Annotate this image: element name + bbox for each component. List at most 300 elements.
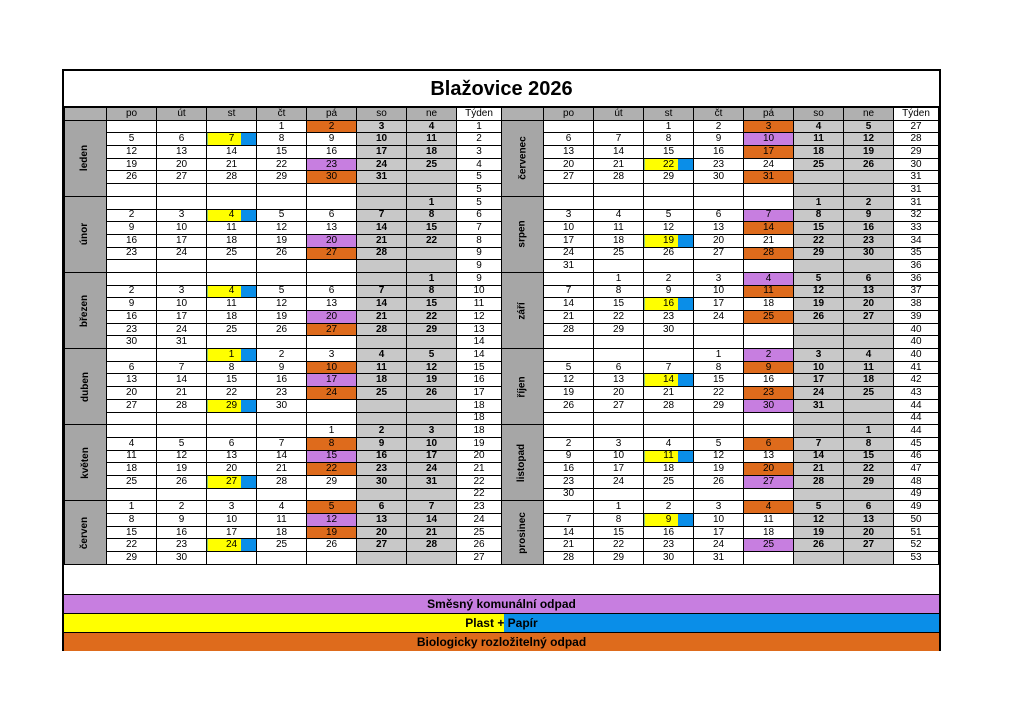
day-cell: 1 xyxy=(644,120,694,133)
day-cell xyxy=(594,425,644,438)
day-cell: 14 xyxy=(407,514,457,527)
week-number: 18 xyxy=(457,399,502,412)
day-cell: 31 xyxy=(744,171,794,184)
day-cell: 23 xyxy=(844,234,894,247)
day-cell: 25 xyxy=(407,158,457,171)
month-label-duben xyxy=(65,349,107,425)
day-cell: 28 xyxy=(794,475,844,488)
day-cell: 29 xyxy=(844,475,894,488)
day-cell: 18 xyxy=(794,146,844,159)
day-cell xyxy=(207,272,257,285)
day-cell: 12 xyxy=(794,285,844,298)
month-name: prosinec xyxy=(516,511,528,554)
day-cell: 14 xyxy=(207,146,257,159)
day-cell: 7 xyxy=(644,361,694,374)
day-cell: 19 xyxy=(794,526,844,539)
day-cell xyxy=(744,552,794,565)
day-cell: 11 xyxy=(357,361,407,374)
day-cell: 29 xyxy=(107,552,157,565)
day-cell: 11 xyxy=(794,133,844,146)
day-cell xyxy=(257,552,307,565)
week-number: 16 xyxy=(457,374,502,387)
day-cell: 17 xyxy=(157,234,207,247)
day-cell: 8 xyxy=(407,209,457,222)
week-row xyxy=(502,374,939,387)
day-cell: 17 xyxy=(594,463,644,476)
day-cell xyxy=(257,425,307,438)
day-cell: 17 xyxy=(407,450,457,463)
day-cell: 6 xyxy=(357,501,407,514)
week-number: 25 xyxy=(457,526,502,539)
day-cell: 3 xyxy=(694,501,744,514)
day-cell xyxy=(207,488,257,501)
day-cell xyxy=(107,349,157,362)
week-number: 4 xyxy=(457,158,502,171)
day-cell: 30 xyxy=(107,336,157,349)
day-cell xyxy=(407,488,457,501)
day-cell xyxy=(644,412,694,425)
day-cell xyxy=(644,184,694,197)
day-cell xyxy=(157,260,207,273)
day-cell: 19 xyxy=(157,463,207,476)
day-cell: 20 xyxy=(207,463,257,476)
week-row xyxy=(502,501,939,514)
day-cell: 5 xyxy=(307,501,357,514)
day-cell xyxy=(207,260,257,273)
day-cell: 28 xyxy=(207,171,257,184)
week-number: 9 xyxy=(457,260,502,273)
day-cell: 1 xyxy=(107,501,157,514)
day-cell: 15 xyxy=(257,146,307,159)
day-cell: 17 xyxy=(794,374,844,387)
week-number: 49 xyxy=(894,488,939,501)
day-cell: 29 xyxy=(794,247,844,260)
week-number: 27 xyxy=(457,552,502,565)
day-cell: 10 xyxy=(744,133,794,146)
day-cell: 2 xyxy=(307,120,357,133)
day-cell: 28 xyxy=(257,475,307,488)
day-cell xyxy=(744,425,794,438)
legend-bio-label: Biologicky rozložitelný odpad xyxy=(416,635,587,649)
week-row xyxy=(502,184,939,197)
week-number: 41 xyxy=(894,361,939,374)
day-cell: 23 xyxy=(357,463,407,476)
day-cell: 2 xyxy=(257,349,307,362)
day-cell xyxy=(207,425,257,438)
day-cell: 24 xyxy=(694,539,744,552)
day-cell: 26 xyxy=(257,323,307,336)
header-st: st xyxy=(644,108,694,121)
day-cell: 16 xyxy=(107,234,157,247)
day-cell: 13 xyxy=(307,298,357,311)
day-cell: 7 xyxy=(257,437,307,450)
day-cell: 23 xyxy=(644,539,694,552)
day-cell xyxy=(357,336,407,349)
day-cell: 10 xyxy=(694,514,744,527)
day-cell xyxy=(794,425,844,438)
day-cell: 5 xyxy=(107,133,157,146)
week-row xyxy=(502,361,939,374)
day-cell: 17 xyxy=(694,298,744,311)
day-cell: 6 xyxy=(744,437,794,450)
day-cell: 19 xyxy=(257,234,307,247)
day-cell: 16 xyxy=(107,311,157,324)
month-label-červenec xyxy=(502,120,544,196)
week-row xyxy=(502,552,939,565)
week-number: 47 xyxy=(894,463,939,476)
day-cell: 20 xyxy=(544,158,594,171)
day-cell: 14 xyxy=(544,526,594,539)
header-ne: ne xyxy=(844,108,894,121)
week-number: 31 xyxy=(894,171,939,184)
day-cell: 14 xyxy=(357,298,407,311)
day-cell: 5 xyxy=(257,285,307,298)
week-number: 5 xyxy=(457,196,502,209)
day-cell: 6 xyxy=(157,133,207,146)
day-cell xyxy=(257,272,307,285)
day-cell xyxy=(307,272,357,285)
week-row xyxy=(502,247,939,260)
day-cell: 31 xyxy=(544,260,594,273)
day-cell: 21 xyxy=(544,539,594,552)
day-cell: 4 xyxy=(207,209,257,222)
day-cell: 12 xyxy=(794,514,844,527)
day-cell: 7 xyxy=(207,133,257,146)
week-number: 5 xyxy=(457,171,502,184)
day-cell: 13 xyxy=(157,146,207,159)
week-row xyxy=(502,437,939,450)
day-cell xyxy=(794,552,844,565)
week-number: 29 xyxy=(894,146,939,159)
day-cell xyxy=(844,488,894,501)
day-cell: 22 xyxy=(257,158,307,171)
week-number: 3 xyxy=(457,146,502,159)
week-number: 39 xyxy=(894,311,939,324)
day-cell: 30 xyxy=(694,171,744,184)
day-cell: 16 xyxy=(157,526,207,539)
day-cell xyxy=(644,260,694,273)
week-row xyxy=(65,146,502,159)
day-cell: 25 xyxy=(744,311,794,324)
day-cell: 19 xyxy=(407,374,457,387)
legend-paper-label: Papír xyxy=(507,616,538,630)
day-cell: 30 xyxy=(744,399,794,412)
day-cell: 17 xyxy=(307,374,357,387)
week-number: 8 xyxy=(457,234,502,247)
day-cell: 10 xyxy=(307,361,357,374)
day-cell: 4 xyxy=(257,501,307,514)
day-cell: 21 xyxy=(594,158,644,171)
day-cell: 8 xyxy=(307,437,357,450)
week-number: 44 xyxy=(894,425,939,438)
week-row xyxy=(65,552,502,565)
week-number: 46 xyxy=(894,450,939,463)
week-row xyxy=(502,349,939,362)
day-cell: 4 xyxy=(357,349,407,362)
day-cell: 21 xyxy=(794,463,844,476)
day-cell: 14 xyxy=(357,222,407,235)
day-cell: 27 xyxy=(694,247,744,260)
week-row xyxy=(502,260,939,273)
week-number: 11 xyxy=(457,298,502,311)
day-cell: 21 xyxy=(407,526,457,539)
day-cell: 12 xyxy=(644,222,694,235)
calendar-grid xyxy=(64,107,939,594)
day-cell: 2 xyxy=(544,437,594,450)
day-cell xyxy=(207,184,257,197)
day-cell: 12 xyxy=(157,450,207,463)
week-number: 51 xyxy=(894,526,939,539)
week-row xyxy=(502,171,939,184)
day-cell: 17 xyxy=(544,234,594,247)
day-cell: 19 xyxy=(844,146,894,159)
week-number: 52 xyxy=(894,539,939,552)
header-st: st xyxy=(207,108,257,121)
week-number: 5 xyxy=(457,184,502,197)
day-cell xyxy=(257,184,307,197)
day-cell: 4 xyxy=(107,437,157,450)
day-cell xyxy=(694,425,744,438)
legend-plast-label: Plast xyxy=(465,616,494,630)
day-cell xyxy=(157,120,207,133)
day-cell: 21 xyxy=(544,311,594,324)
week-row xyxy=(502,158,939,171)
day-cell: 27 xyxy=(357,539,407,552)
day-cell: 10 xyxy=(594,450,644,463)
header-po: po xyxy=(544,108,594,121)
day-cell: 27 xyxy=(594,399,644,412)
day-cell xyxy=(107,184,157,197)
day-cell xyxy=(544,349,594,362)
day-cell: 18 xyxy=(594,234,644,247)
day-cell: 27 xyxy=(844,539,894,552)
day-cell: 8 xyxy=(794,209,844,222)
week-row xyxy=(65,387,502,400)
day-cell: 2 xyxy=(744,349,794,362)
week-number: 27 xyxy=(894,120,939,133)
week-number: 32 xyxy=(894,209,939,222)
day-cell: 5 xyxy=(257,209,307,222)
day-cell: 17 xyxy=(207,526,257,539)
day-cell: 8 xyxy=(107,514,157,527)
day-cell: 2 xyxy=(157,501,207,514)
day-cell: 6 xyxy=(307,285,357,298)
day-cell xyxy=(794,323,844,336)
day-cell: 11 xyxy=(844,361,894,374)
day-cell: 20 xyxy=(844,526,894,539)
week-row xyxy=(65,196,502,209)
day-cell xyxy=(544,196,594,209)
day-cell xyxy=(207,412,257,425)
week-number: 7 xyxy=(457,222,502,235)
week-row xyxy=(65,501,502,514)
week-number: 17 xyxy=(457,387,502,400)
day-cell: 24 xyxy=(407,463,457,476)
week-row xyxy=(502,311,939,324)
day-cell: 14 xyxy=(644,374,694,387)
day-cell xyxy=(694,260,744,273)
week-number: 18 xyxy=(457,412,502,425)
day-cell xyxy=(844,323,894,336)
day-cell: 2 xyxy=(694,120,744,133)
day-cell: 23 xyxy=(544,475,594,488)
week-number: 26 xyxy=(457,539,502,552)
day-cell xyxy=(544,272,594,285)
day-cell: 9 xyxy=(744,361,794,374)
week-row xyxy=(65,171,502,184)
day-cell: 17 xyxy=(744,146,794,159)
week-number: 40 xyxy=(894,323,939,336)
calendar-sheet xyxy=(62,69,941,651)
day-cell xyxy=(307,488,357,501)
day-cell: 8 xyxy=(694,361,744,374)
month-name: duben xyxy=(79,371,91,402)
day-cell: 7 xyxy=(794,437,844,450)
day-cell: 23 xyxy=(694,158,744,171)
day-cell xyxy=(644,488,694,501)
day-cell: 22 xyxy=(107,539,157,552)
day-cell: 6 xyxy=(594,361,644,374)
day-cell xyxy=(307,552,357,565)
week-row xyxy=(502,399,939,412)
week-row xyxy=(65,260,502,273)
day-cell: 29 xyxy=(594,552,644,565)
month-label-květen xyxy=(65,425,107,501)
day-cell: 27 xyxy=(107,399,157,412)
day-cell xyxy=(694,196,744,209)
month-name: říjen xyxy=(516,376,528,398)
day-cell: 31 xyxy=(357,171,407,184)
day-cell: 19 xyxy=(794,298,844,311)
day-cell xyxy=(157,412,207,425)
day-cell: 29 xyxy=(207,399,257,412)
day-cell: 2 xyxy=(844,196,894,209)
day-cell: 16 xyxy=(694,146,744,159)
week-row xyxy=(502,412,939,425)
month-name: leden xyxy=(79,145,91,172)
month-label-prosinec xyxy=(502,501,544,564)
day-cell xyxy=(844,336,894,349)
week-number: 31 xyxy=(894,196,939,209)
day-cell: 23 xyxy=(644,311,694,324)
day-cell: 10 xyxy=(357,133,407,146)
month-label-červen xyxy=(65,501,107,564)
week-number: 40 xyxy=(894,336,939,349)
day-cell: 11 xyxy=(107,450,157,463)
day-cell: 18 xyxy=(357,374,407,387)
day-cell: 6 xyxy=(207,437,257,450)
month-name: červenec xyxy=(517,136,529,180)
week-number: 18 xyxy=(457,425,502,438)
week-number: 23 xyxy=(457,501,502,514)
day-cell: 22 xyxy=(594,539,644,552)
day-cell: 12 xyxy=(844,133,894,146)
week-number: 42 xyxy=(894,374,939,387)
week-row xyxy=(65,412,502,425)
day-cell xyxy=(157,184,207,197)
day-cell: 3 xyxy=(544,209,594,222)
day-cell: 26 xyxy=(407,387,457,400)
day-cell: 7 xyxy=(544,285,594,298)
header-Týden: Týden xyxy=(457,108,502,121)
week-row xyxy=(502,463,939,476)
day-cell xyxy=(794,260,844,273)
day-cell: 27 xyxy=(307,323,357,336)
day-cell xyxy=(357,260,407,273)
day-cell xyxy=(207,120,257,133)
day-cell xyxy=(544,501,594,514)
day-cell: 25 xyxy=(744,539,794,552)
day-cell: 15 xyxy=(107,526,157,539)
day-cell: 3 xyxy=(357,120,407,133)
day-cell: 21 xyxy=(357,234,407,247)
day-cell: 14 xyxy=(744,222,794,235)
header-pá: pá xyxy=(307,108,357,121)
day-cell: 8 xyxy=(407,285,457,298)
day-cell: 7 xyxy=(594,133,644,146)
week-row xyxy=(502,298,939,311)
day-cell: 13 xyxy=(207,450,257,463)
day-cell xyxy=(744,260,794,273)
day-cell: 24 xyxy=(157,247,207,260)
day-cell xyxy=(107,488,157,501)
day-cell xyxy=(694,323,744,336)
day-cell: 7 xyxy=(357,285,407,298)
day-cell: 29 xyxy=(407,323,457,336)
day-cell: 18 xyxy=(744,526,794,539)
day-cell: 7 xyxy=(357,209,407,222)
day-cell: 31 xyxy=(794,399,844,412)
day-cell: 30 xyxy=(157,552,207,565)
day-cell: 16 xyxy=(744,374,794,387)
day-cell: 14 xyxy=(157,374,207,387)
week-row xyxy=(65,323,502,336)
day-cell: 9 xyxy=(107,298,157,311)
day-cell xyxy=(644,196,694,209)
day-cell xyxy=(107,260,157,273)
day-cell: 6 xyxy=(844,272,894,285)
day-cell: 15 xyxy=(594,298,644,311)
day-cell: 9 xyxy=(694,133,744,146)
day-cell: 12 xyxy=(694,450,744,463)
day-cell xyxy=(307,184,357,197)
day-cell: 26 xyxy=(307,539,357,552)
day-cell: 10 xyxy=(207,514,257,527)
week-row xyxy=(502,336,939,349)
day-cell xyxy=(407,171,457,184)
week-number: 44 xyxy=(894,399,939,412)
week-number: 6 xyxy=(457,209,502,222)
day-cell: 19 xyxy=(107,158,157,171)
day-cell: 8 xyxy=(594,514,644,527)
day-cell xyxy=(307,196,357,209)
day-cell: 20 xyxy=(844,298,894,311)
day-cell: 21 xyxy=(644,387,694,400)
week-number: 28 xyxy=(894,133,939,146)
day-cell: 30 xyxy=(307,171,357,184)
week-row xyxy=(65,234,502,247)
month-label-únor xyxy=(65,196,107,272)
week-row xyxy=(502,514,939,527)
week-row xyxy=(65,514,502,527)
week-number: 44 xyxy=(894,412,939,425)
day-cell xyxy=(544,425,594,438)
day-cell: 15 xyxy=(644,146,694,159)
day-cell: 20 xyxy=(307,234,357,247)
day-cell xyxy=(694,488,744,501)
week-row xyxy=(502,539,939,552)
day-cell: 9 xyxy=(844,209,894,222)
